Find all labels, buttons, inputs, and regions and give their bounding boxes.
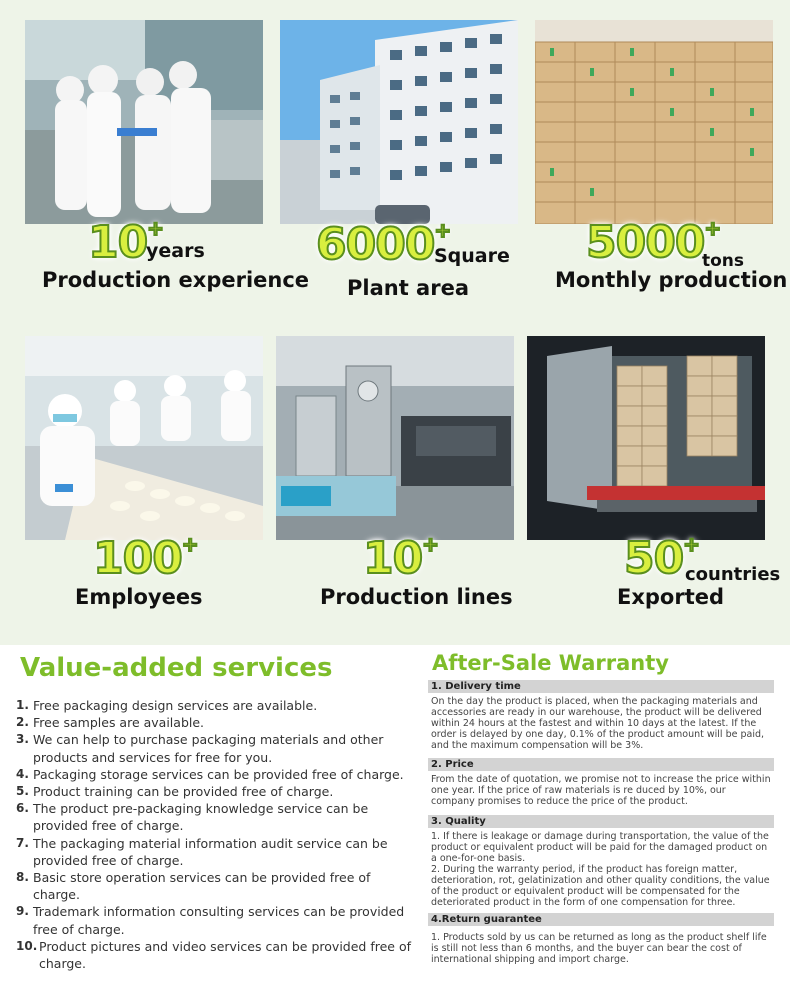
photo-factory-building xyxy=(280,20,518,224)
list-item: 7. The packaging material information audit service can be provided free of charge. xyxy=(16,835,388,868)
list-item: 2. Free samples are available. xyxy=(16,715,205,731)
warranty-price xyxy=(428,758,774,807)
stat-unit-countries: countries xyxy=(685,564,781,585)
list-item: 6. The product pre-packaging knowledge service can be provided free of charge. xyxy=(16,801,369,834)
stat-unit-tons: tons xyxy=(702,251,745,271)
section-body: 1. Products sold by us can be returned as long as the product shelf life is still not less than 6 months, and the buyer can bear the cost of international shipping and import charge. xyxy=(431,932,767,965)
stat-number-production-lines: 10+ xyxy=(363,533,438,584)
stat-caption-employees: Employees xyxy=(75,585,203,609)
photo-packing-line-workers xyxy=(25,336,263,540)
services-section xyxy=(0,645,790,986)
stat-caption-exported: Exported xyxy=(617,585,725,609)
stat-caption-monthly-production: Monthly production xyxy=(555,268,788,292)
warranty-return-guarantee xyxy=(428,913,774,965)
list-item: 10. Product pictures and video services can be provided free of charge. xyxy=(16,938,411,972)
section-body: From the date of quotation, we promise not to increase the price within one year. If the price of raw materials is re duced by 10%, our company promises to reduce the price of the product. xyxy=(431,774,771,807)
list-item: 4. Packaging storage services can be provided free of charge. xyxy=(16,766,404,782)
photo-workers-in-white-suits xyxy=(25,20,263,224)
photo-production-machine xyxy=(276,336,514,540)
list-item: 5. Product training can be provided free of charge. xyxy=(16,784,334,800)
section-heading: 3. Quality xyxy=(428,815,774,828)
section-heading: 4.Return guarantee xyxy=(428,913,774,926)
stat-unit-years: years xyxy=(146,240,205,262)
stat-number-years: 10+ xyxy=(88,217,163,268)
stat-number-employees: 100+ xyxy=(93,533,198,584)
section-body: On the day the product is placed, when the packaging materials and accessories are ready in our warehouse, the product will be delivered within 24 hours at the fastest and within 10 days at the latest. If the order is delayed by one day, 0.1% of the product amount will be paid, and the maximum compensation will be 3%. xyxy=(431,696,765,751)
list-item: 8. Basic store operation services can be provided free of charge. xyxy=(16,870,371,903)
photo-container-truck xyxy=(527,336,765,540)
stat-caption-production-lines: Production lines xyxy=(320,585,513,609)
list-item: 3. We can help to purchase packaging materials and other products and services for free for you. xyxy=(16,732,384,765)
stat-number-square: 6000+ xyxy=(316,219,451,270)
list-item: 1. Free packaging design services are available. xyxy=(16,698,318,713)
section-heading: 1. Delivery time xyxy=(428,680,774,693)
after-sale-title: After-Sale Warranty xyxy=(432,651,669,675)
value-added-title: Value-added services xyxy=(20,653,333,683)
photo-warehouse-boxes xyxy=(535,20,773,224)
warranty-quality xyxy=(428,815,774,908)
value-added-list xyxy=(16,697,411,972)
list-item: 9. Trademark information consulting services can be provided free of charge. xyxy=(16,904,405,937)
stat-number-tons: 5000+ xyxy=(586,217,721,268)
stat-caption-production-experience: Production experience xyxy=(42,268,310,292)
stat-caption-plant-area: Plant area xyxy=(347,276,470,300)
stat-number-countries: 50+ xyxy=(624,533,699,584)
section-body: 1. If there is leakage or damage during transportation, the value of the product or equivalent product will be paid for the damaged product on a one-for-one basis. 2. During the warranty period, if the product has foreign matter, deterioration, rot, gelatinization and other quality conditions, the value of the product or equivalent product will be compensated for the deteriorated product in the form of one compensation for three. xyxy=(431,831,770,908)
warranty-delivery-time xyxy=(428,680,774,751)
stat-unit-square: Square xyxy=(434,245,510,267)
section-heading: 2. Price xyxy=(428,758,774,771)
